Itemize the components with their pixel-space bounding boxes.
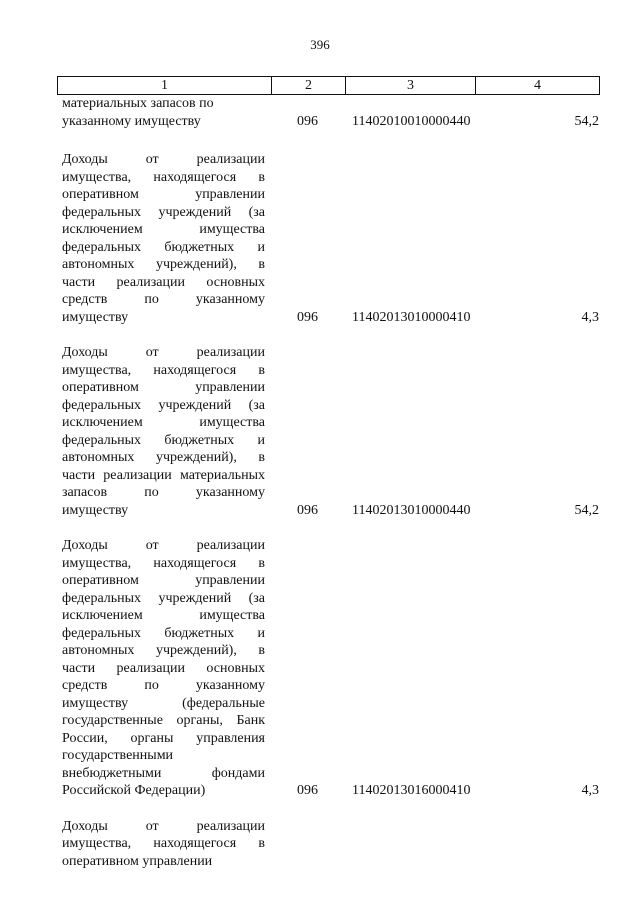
header-col-1: 1 <box>58 77 272 95</box>
table-row <box>0 151 640 326</box>
page-number: 396 <box>310 37 330 52</box>
table-header <box>57 76 600 95</box>
header-col-2: 2 <box>272 77 346 95</box>
row-amount: 54,2 <box>574 113 599 129</box>
row-admin-code: 096 <box>297 502 318 518</box>
header-col-3: 3 <box>346 77 476 95</box>
row-description: Доходы от реализации имущества, находящегося в оперативном управлении <box>62 818 265 869</box>
table-row <box>0 344 640 519</box>
row-description: Доходы от реализации имущества, находящегося в оперативном управлении федеральных учреждений (за исключением имущества федеральных бюджетных и автономных учреждений), в части реализации основных средств по указанному имуществу (федеральные государственные органы, Банк России, органы управления государственными внебюджетными фондами Российской Федерации) <box>62 538 265 798</box>
row-admin-code: 096 <box>297 783 318 798</box>
header-col-4: 4 <box>476 77 600 95</box>
row-kbk-code: 11402013010000440 <box>352 502 471 518</box>
row-amount: 54,2 <box>574 502 599 518</box>
row-kbk-code: 11402010010000440 <box>352 113 471 129</box>
row-kbk-code: 11402013010000410 <box>352 309 471 325</box>
table-row <box>0 95 640 130</box>
row-admin-code: 096 <box>297 309 318 325</box>
header-row <box>58 77 600 95</box>
table-body <box>0 95 640 888</box>
row-description: Доходы от реализации имущества, находящегося в оперативном управлении федеральных учреждений (за исключением имущества федеральных бюджетных и автономных учреждений), в части реализации основных средств по указанному имуществу <box>62 152 265 325</box>
row-amount: 4,3 <box>581 309 599 325</box>
row-kbk-code: 11402013016000410 <box>352 783 471 798</box>
row-amount: 4,3 <box>581 783 599 798</box>
table-row <box>0 818 640 871</box>
row-admin-code: 096 <box>297 113 318 129</box>
row-description: Доходы от реализации имущества, находящегося в оперативном управлении федеральных учреждений (за исключением имущества федеральных бюджетных и автономных учреждений), в части реализации материальных запасов по указанному имуществу <box>62 345 265 518</box>
row-description: материальных запасов по указанному имуществу <box>62 96 214 129</box>
table-row <box>0 537 640 800</box>
